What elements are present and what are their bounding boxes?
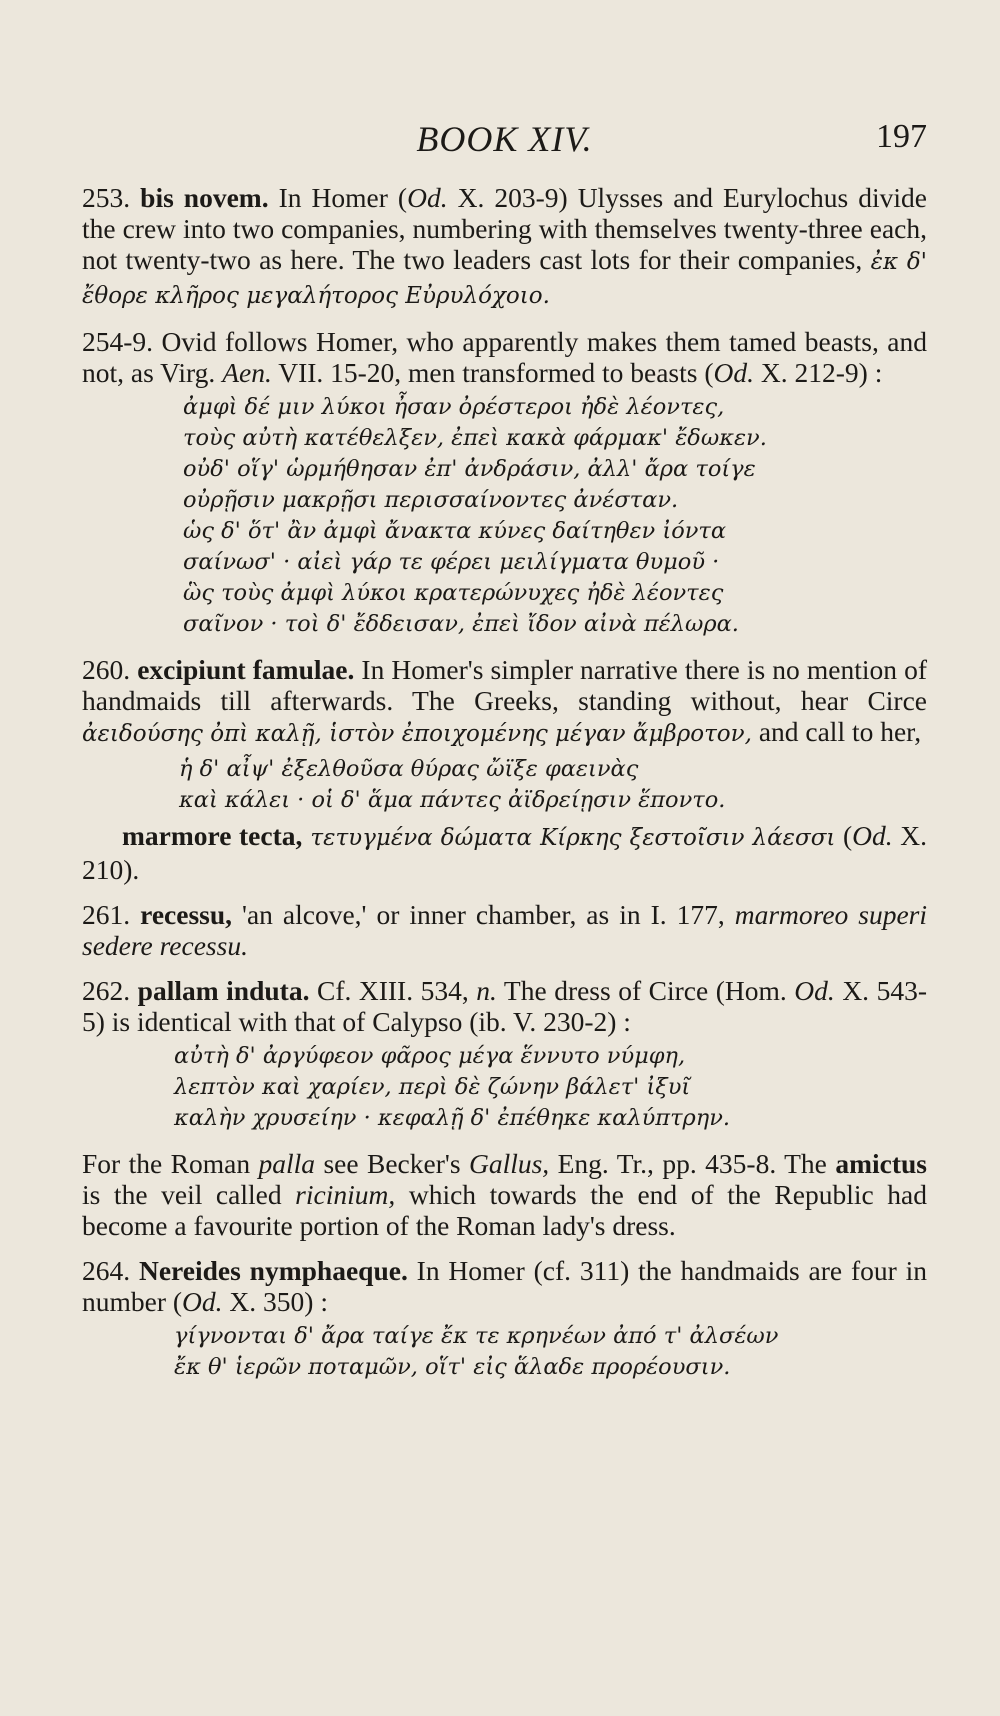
note-text: see Becker's — [315, 1148, 469, 1179]
verse-line: τοὺς αὐτὴ κατέθελξεν, ἐπεὶ κακὰ φάρμακ' ἔδωκεν. — [183, 425, 767, 451]
note-text: is the veil called — [82, 1179, 296, 1210]
note-number: 254-9. — [82, 326, 154, 357]
reference: Aen. — [222, 357, 272, 388]
latin-quote: marmoreo superi sedere recessu. — [82, 899, 928, 961]
lemma: Nereides nymphaeque. — [138, 1255, 408, 1286]
greek-verse-block — [82, 392, 927, 640]
reference: Od. — [182, 1286, 223, 1317]
note-text: X. 212-9) : — [754, 357, 883, 388]
note-number: 264. — [82, 1255, 131, 1286]
note-262 — [82, 975, 927, 1037]
verse-line: οὐδ' οἵγ' ὡρμήθησαν ἐπ' ἀνδράσιν, ἀλλ' ἄρα τοίγε — [183, 456, 756, 482]
lemma: pallam induta. — [137, 975, 310, 1006]
verse-line: ἀμφὶ δέ μιν λύκοι ἦσαν ὀρέστεροι ἠδὲ λέοντες, — [183, 394, 725, 420]
greek-quote: τετυγμένα δώματα Κίρκης ξεστοῖσιν λάεσσι — [302, 825, 836, 851]
verse-line: γίγνονται δ' ἄρα ταίγε ἔκ τε κρηνέων ἀπό τ' ἀλσέων — [174, 1323, 779, 1349]
note-text: For the Roman — [82, 1148, 259, 1179]
reference: Od. — [713, 357, 755, 388]
greek-verse-block — [82, 1321, 927, 1383]
note-260 — [82, 654, 927, 750]
greek-quote: ἐκ δ' ἔθορε κλῆρος μεγαλήτορος Εὐρυλόχοιο. — [82, 249, 927, 309]
note-264 — [82, 1255, 927, 1317]
note-number: 260. — [82, 654, 131, 685]
note-text: VII. 15-20, men transformed to beasts ( — [271, 357, 714, 388]
reference: Od. — [794, 975, 835, 1006]
verse-line: καὶ κάλει · οἱ δ' ἅμα πάντες ἀϊδρείῃσιν ἕποντο. — [179, 787, 726, 813]
reference: Od. — [407, 182, 448, 213]
verse-line: οὐρῇσιν μακρῇσι περισσαίνοντες ἀνέσταν. — [183, 487, 679, 513]
verse-line: λεπτὸν καὶ χαρίεν, περὶ δὲ ζώνην βάλετ' ἰξυῖ — [174, 1074, 691, 1100]
note-text: ( — [835, 820, 853, 851]
note-253 — [82, 182, 927, 312]
reference: n. — [476, 975, 497, 1006]
latin-term: amictus — [835, 1148, 927, 1179]
verse-line: ἡ δ' αἶψ' ἐξελθοῦσα θύρας ὤϊξε φαεινὰς — [179, 756, 639, 782]
note-text: In Homer's simpler narrative there is no mention of handmaids till afterwards. The Greeks, standing without, hear Circe — [82, 654, 927, 716]
latin-term: ricinium, — [295, 1179, 396, 1210]
note-text: X. 210). — [82, 820, 927, 885]
verse-line: σαίνωσ' · αἰεὶ γάρ τε φέρει μειλίγματα θυμοῦ · — [183, 549, 720, 575]
lemma: marmore tecta, — [122, 820, 303, 851]
note-254-9 — [82, 326, 927, 388]
lemma: bis novem. — [140, 182, 269, 213]
note-text: X. 203-9) Ulysses and Eurylochus divide the crew into two companies, numbering with themselves twenty-three each, not twenty-two as here. The two leaders cast lots for their companies, — [82, 182, 928, 275]
note-text: X. 350) : — [222, 1286, 328, 1317]
note-text: Cf. XIII. 534, — [309, 975, 477, 1006]
verse-line: καλὴν χρυσείην · κεφαλῇ δ' ἐπέθηκε καλύπτρην. — [174, 1105, 731, 1131]
verse-line: αὐτὴ δ' ἀργύφεον φᾶρος μέγα ἕννυτο νύμφη, — [174, 1043, 686, 1069]
note-261 — [82, 899, 927, 961]
page-number: 197 — [876, 118, 927, 155]
note-number: 261. — [82, 899, 131, 930]
note-text: In Homer ( — [268, 182, 408, 213]
note-260-marmore — [82, 820, 927, 885]
note-text: In Homer (cf. 311) the handmaids are four in number ( — [82, 1255, 928, 1317]
verse-line: ὣς τοὺς ἀμφὶ λύκοι κρατερώνυχες ἠδὲ λέοντες — [183, 580, 724, 606]
note-text: 'an alcove,' or inner chamber, as in I. 177, — [232, 899, 735, 930]
note-text: and call to her, — [751, 716, 922, 747]
note-text: X. 543-5) is identical with that of Calypso (ib. V. 230-2) : — [82, 975, 927, 1037]
note-text: The dress of Circe (Hom. — [496, 975, 795, 1006]
note-number: 262. — [82, 975, 131, 1006]
greek-verse-block — [82, 1041, 927, 1134]
lemma: recessu, — [140, 899, 233, 930]
latin-term: palla — [258, 1148, 316, 1179]
verse-line: ὡς δ' ὅτ' ἂν ἀμφὶ ἄνακτα κύνες δαίτηθεν ἰόντα — [183, 518, 727, 544]
running-title: BOOK XIV. — [416, 119, 593, 159]
page-header — [82, 118, 927, 168]
greek-verse-block — [82, 754, 927, 816]
note-text: which towards the end of the Republic had become a favourite portion of the Roman lady's dress. — [82, 1179, 927, 1241]
lemma: excipiunt famulae. — [137, 654, 355, 685]
verse-line: ἔκ θ' ἱερῶν ποταμῶν, οἵτ' εἰς ἅλαδε προρέουσιν. — [174, 1354, 731, 1380]
book-title: Gallus, — [468, 1148, 550, 1179]
commentary-body — [82, 182, 927, 1397]
verse-line: σαῖνον · τοὶ δ' ἔδδεισαν, ἐπεὶ ἴδον αἰνὰ πέλωρα. — [183, 611, 739, 637]
palla-paragraph — [82, 1148, 927, 1241]
note-number: 253. — [82, 182, 131, 213]
reference: Od. — [852, 820, 893, 851]
note-text: Eng. Tr., pp. 435-8. The — [549, 1148, 836, 1179]
greek-quote: ἀειδούσης ὀπὶ καλῇ, ἱστὸν ἐποιχομένης μέγαν ἄμβροτον, — [82, 721, 752, 747]
note-text: Ovid follows Homer, who apparently makes them tamed beasts, and not, as Virg. — [82, 326, 927, 388]
